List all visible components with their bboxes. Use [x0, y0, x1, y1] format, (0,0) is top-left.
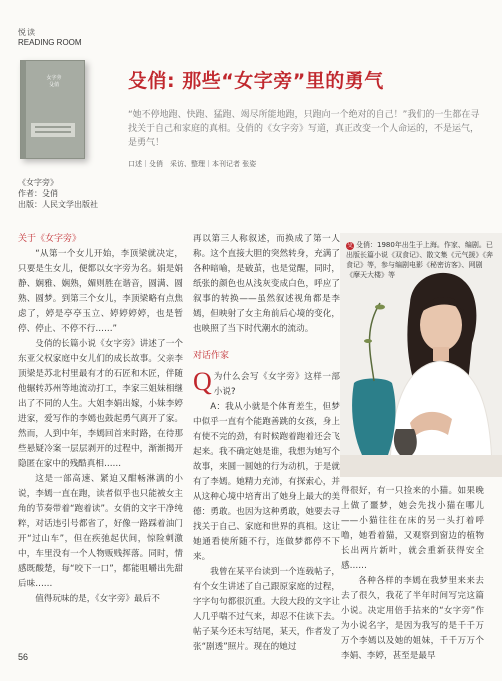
- article-column-2: [193, 232, 340, 655]
- answer-paragraph: 我曾在某平台读到一个连载帖子，有个女生讲述了自己跟原家庭的过程，字字句句都很沉重。大段大段的文字让人几乎喘不过气来，却忍不住读下去。帖子某今还未写结尾，某天，作者发了张“剧透”照片。现在的她过: [193, 567, 340, 652]
- question-text: 为什么会写《女字旁》这样一部小说?: [213, 372, 340, 397]
- book-info-title: 《女字旁》: [18, 178, 58, 187]
- article-column-1: [18, 232, 183, 607]
- book-info: [18, 177, 98, 210]
- answer-paragraph: A：我从小就是个体育差生，但梦中似乎一直有个能跑善跳的女孩，身上有使不完的劲，有时候跑着跑着还会飞起来。我不确定她是谁，我想为她写个故事，来圆一圆她的行为动机，于是就有了李嫣。她精力充沛，有探索心，并从这种心境中培育出了她身上最大的美德：勇敢。也因为这种勇敢，她要去寻找关于自己、家庭和世界的真相。这让她通看使所随不行，连做梦都停不下来。: [193, 402, 340, 562]
- body-paragraph: 这是一部高速、紧迫又酣畅淋漓的小说，李嫣一直在跑，读者似乎也只能被女主角的节奏带着“跑着读”。女俏的文字干净纯粹，对话违引号都省了，好像一路踩着油门开“过山车”，但在疾弛起伏间，惊险刺激中，车里没有一个人物贩贱挥落。同时，情感既酸楚，每“咬下一口”，都能咀嚼出先甜后味……: [18, 474, 183, 589]
- page-number: 56: [18, 652, 29, 662]
- article-column-3: [341, 484, 484, 664]
- article-credit: 口述｜殳俏 采访、整理｜本刊记者 张姿: [128, 160, 257, 168]
- caption-marker-icon: 殳: [346, 242, 353, 249]
- body-paragraph: 得很好，有一只捡来的小猫。如果晚上做了噩梦，她会先找小猫在哪儿——小猫往往在床的另一头打着呼噜，她看着猫，又观察到窗边的植物长出两片新叶，就会重新获得安全感……: [341, 486, 484, 571]
- article-lead: “她不停地跑、快跑、猛跑、竭尽所能地跑，只跑向一个绝对的自己！”我们的一生都在寻找关于自己和家庭的真相。殳俏的《女字旁》写道，真正改变一个人命运的，不是运气，是勇气！: [128, 110, 480, 148]
- book-info-publisher: 出版：人民文学出版社: [18, 200, 98, 209]
- author-bio-text: 殳俏：1980年出生于上海。作家、编剧。已出版长篇小说《双食记》、散文集《元气援》《奔食记》等，参与编剧电影《秘密访客》、网剧《摩天大楼》等: [346, 241, 493, 279]
- article-title: 殳俏: 那些“女字旁”里的勇气: [128, 70, 384, 92]
- body-paragraph: 各种各样的李嫣在我梦里来来去去了很久，我花了半年时间写完这篇小说。决定用倍手拈来的“女字旁”作为小说名字，是因为我写的是千千万万个李嫣以及她的姐妹，千千万万个李娟、李婷，甚至是最早: [341, 576, 484, 661]
- book-cover-image: [20, 60, 85, 159]
- book-info-author: 作者：殳俏: [18, 189, 58, 198]
- section-label-zh: 悦读: [18, 28, 36, 37]
- about-book-subhead: 关于《女字旁》: [18, 234, 82, 244]
- body-paragraph: 值得玩味的是，《女字旁》最后不: [35, 594, 160, 604]
- body-paragraph: 再以第三人称叙述，而换成了第一人称。这个直接大胆的突然转身，充满了各种暗喻，是破茧，也是觉醒，同时，纸张的颜色也从浅灰变成白色，呼应了叙事的转换——虽然叙述视角都是李嫣，但映射了女主角前后心境的变化，也映照了当下时代潮水的流动。: [193, 234, 340, 334]
- section-label-en: READING ROOM: [18, 38, 82, 47]
- body-paragraph: 殳俏的长篇小说《女字旁》讲述了一个东亚父权家庭中女儿们的成长故事。父亲李顶梁是苏北村里最有才的石匠和木匠，伴随他辗转苏州等地流动打工，李家三姐妹相继出了不同的人生。大姐李娟出嫁，小妹李婷进家，爱写作的李嫣也鼓起勇气离开了家。然而，人到中年，李嫣回首来时路，在待那些悬疑冷案一层层剥开的过程中，渐渐揭开隐匿在家中的残酷真相……: [18, 339, 183, 469]
- body-paragraph: “从第一个女儿开始，李顶梁就决定，只要是生女儿，便都以女字旁为名。娟是娟静、娴雅、娴熟，媚则胜在谐音，圆满、圆熟、圆梦。到第三个女儿，李顶梁略有点焦虑了，婷是亭亭玉立、婷婷婷婷，也是暂停、停止、不停不行……”: [18, 249, 183, 334]
- book-cover-title: 女字旁: [46, 75, 62, 81]
- question-mark-glyph: Q: [193, 367, 212, 396]
- author-bio-caption: [346, 240, 494, 280]
- dialogue-subhead: 对话作家: [193, 351, 230, 361]
- book-cover-author: 殳俏: [48, 82, 59, 88]
